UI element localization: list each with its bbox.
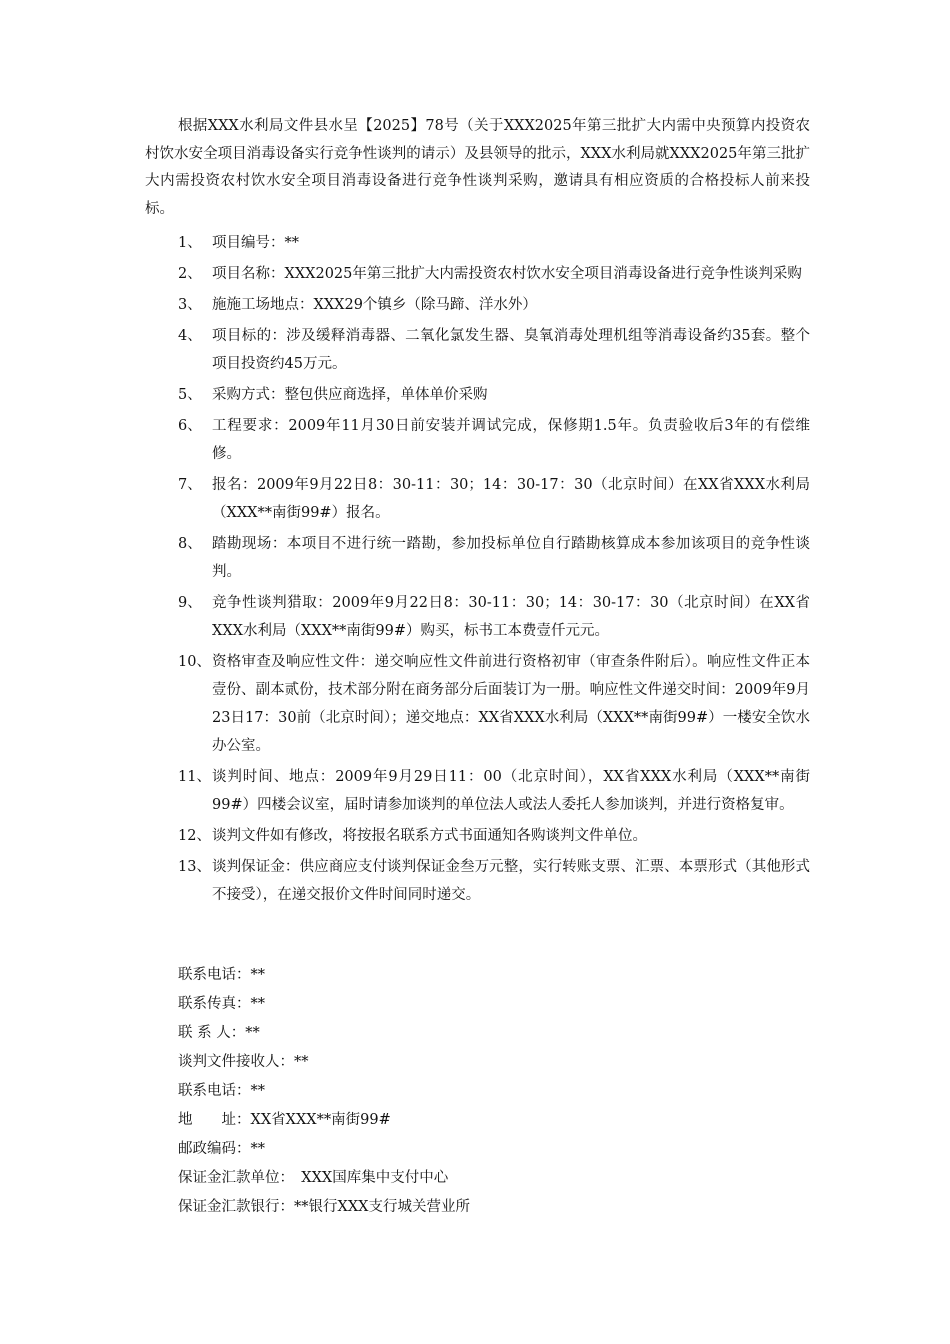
contact-line: 保证金汇款单位： XXX国库集中支付中心 bbox=[178, 1170, 449, 1186]
list-item bbox=[178, 381, 810, 409]
list-item bbox=[178, 822, 810, 850]
list-item-number: 1、 bbox=[178, 235, 202, 251]
contact-line: 谈判文件接收人：** bbox=[178, 1054, 309, 1070]
list-item bbox=[178, 763, 810, 819]
list-item-text: 项目标的：涉及缓释消毒器、二氧化氯发生器、臭氧消毒处理机组等消毒设备约35套。整个项目投资约45万元。 bbox=[212, 328, 810, 372]
list-item-text: 报名：2009年9月22日8：30-11：30；14：30-17：30（北京时间）在XX省XXX水利局（XXX**南街99#）报名。 bbox=[212, 477, 810, 521]
list-item-number: 6、 bbox=[178, 418, 202, 434]
list-item-text: 踏勘现场：本项目不进行统一踏勘，参加投标单位自行踏勘核算成本参加该项目的竞争性谈判。 bbox=[212, 536, 810, 580]
list-item bbox=[178, 322, 810, 378]
list-item-number: 8、 bbox=[178, 536, 202, 552]
list-item-number: 4、 bbox=[178, 328, 202, 344]
list-item bbox=[178, 229, 810, 257]
contact-line: 联系传真：** bbox=[178, 996, 265, 1012]
numbered-list bbox=[178, 229, 810, 912]
list-item-number: 7、 bbox=[178, 477, 202, 493]
contact-line: 联 系 人：** bbox=[178, 1025, 260, 1041]
list-item-number: 2、 bbox=[178, 266, 202, 282]
list-item-text: 竞争性谈判猎取：2009年9月22日8：30-11：30；14：30-17：30（北京时间）在XX省XXX水利局（XXX**南街99#）购买，标书工本费壹仟元元。 bbox=[212, 595, 810, 639]
list-item-text: 谈判保证金：供应商应支付谈判保证金叁万元整，实行转账支票、汇票、本票形式（其他形式不接受），在递交报价文件时间同时递交。 bbox=[212, 859, 810, 903]
list-item-text: 项目编号：** bbox=[212, 235, 299, 251]
list-item-text: 采购方式：整包供应商选择，单体单价采购 bbox=[212, 387, 488, 403]
list-item-number: 3、 bbox=[178, 297, 202, 313]
intro-section bbox=[145, 113, 810, 223]
contact-line: 联系电话：** bbox=[178, 1083, 265, 1099]
list-item bbox=[178, 853, 810, 909]
list-item-number: 13、 bbox=[178, 859, 211, 875]
list-item-text: 项目名称：XXX2025年第三批扩大内需投资农村饮水安全项目消毒设备进行竞争性谈判采购 bbox=[212, 266, 802, 282]
list-item bbox=[178, 471, 810, 527]
list-item-number: 11、 bbox=[178, 769, 211, 785]
list-item bbox=[178, 291, 810, 319]
list-item-text: 谈判时间、地点：2009年9月29日11：00（北京时间），XX省XXX水利局（XXX**南街99#）四楼会议室，届时请参加谈判的单位法人或法人委托人参加谈判，并进行资格复审。 bbox=[212, 769, 810, 813]
list-item bbox=[178, 530, 810, 586]
list-item-text: 资格审查及响应性文件：递交响应性文件前进行资格初审（审查条件附后）。响应性文件正本壹份、副本贰份，技术部分附在商务部分后面装订为一册。响应性文件递交时间：2009年9月23日17：30前（北京时间）；递交地点：XX省XXX水利局（XXX**南街99#）一楼安全饮水办公室。 bbox=[212, 654, 810, 754]
list-item-number: 9、 bbox=[178, 595, 202, 611]
contact-line: 保证金汇款银行：**银行XXX支行城关营业所 bbox=[178, 1199, 470, 1215]
list-item-number: 12、 bbox=[178, 828, 211, 844]
list-item bbox=[178, 412, 810, 468]
list-item bbox=[178, 260, 810, 288]
list-item-text: 工程要求：2009年11月30日前安装并调试完成，保修期1.5年。负责验收后3年的有偿维修。 bbox=[212, 418, 810, 462]
contact-line: 地 址：XX省XXX**南街99# bbox=[178, 1112, 391, 1128]
contact-info bbox=[178, 961, 810, 1222]
list-item-number: 5、 bbox=[178, 387, 202, 403]
contact-line: 联系电话：** bbox=[178, 967, 265, 983]
contact-line: 邮政编码：** bbox=[178, 1141, 265, 1157]
list-item bbox=[178, 648, 810, 760]
list-item-number: 10、 bbox=[178, 654, 211, 670]
list-item-text: 施施工场地点：XXX29个镇乡（除马蹄、洋水外） bbox=[212, 297, 537, 313]
list-item bbox=[178, 589, 810, 645]
list-item-text: 谈判文件如有修改，将按报名联系方式书面通知各购谈判文件单位。 bbox=[212, 828, 647, 844]
intro-paragraph: 根据XXX水利局文件县水呈【2025】78号（关于XXX2025年第三批扩大内需中央预算内投资农村饮水安全项目消毒设备实行竞争性谈判的请示）及县领导的批示，XXX水利局就XXX2025年第三批扩大内需投资农村饮水安全项目消毒设备进行竞争性谈判采购，邀请具有相应资质的合格投标人前来投标。 bbox=[145, 118, 810, 217]
